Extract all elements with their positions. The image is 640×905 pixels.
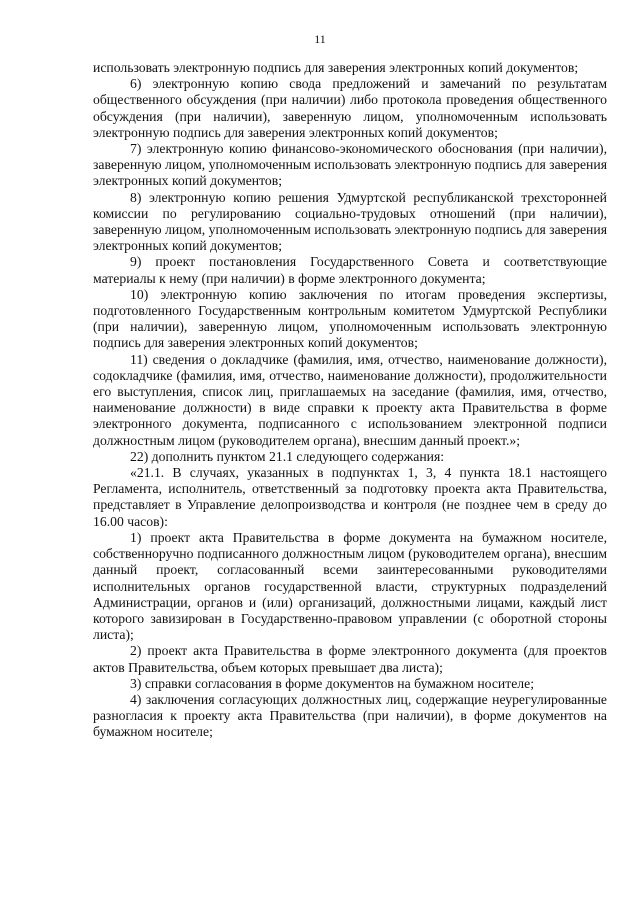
document-body [93, 60, 607, 741]
list-item-10: 10) электронную копию заключения по итогам проведения экспертизы, подготовленного Государственным контрольным комитетом Удмуртской Республики (при наличии), заверенную лицом, уполномоченным использовать электронную подпись для заверения электронных копий документов; [93, 286, 607, 351]
list-item-6: 6) электронную копию свода предложений и замечаний по результатам общественного обсуждения (при наличии) либо протокола проведения общественного обсуждения (при наличии), заверенную лицом, уполномоченным использовать электронную подпись для заверения электронных копий документов; [93, 76, 607, 140]
amendment-item-22: 22) дополнить пунктом 21.1 следующего содержания: [130, 448, 445, 464]
list-item-9: 9) проект постановления Государственного Совета и соответствующие материалы к нему (при наличии) в форме электронного документа; [93, 254, 607, 286]
clause-21-1-item-4: 4) заключения согласующих должностных лиц, содержащие неурегулированные разногласия к проекту акта Правительства (при наличии), в форме документов на бумажном носителе; [93, 691, 607, 740]
list-item-11: 11) сведения о докладчике (фамилия, имя, отчество, наименование должности), содокладчике (фамилия, имя, отчество, наименование должности), продолжительности его выступления, список лиц, приглашаемых на заседание (фамилия, имя, отчество, наименование должности) в виде справки к проекту акта Правительства в форме электронного документа, подписанного с использованием электронной подписи должностным лицом (руководителем органа), внесшим данный проект.»; [93, 351, 607, 448]
clause-21-1-item-1: 1) проект акта Правительства в форме документа на бумажном носителе, собственноручно подписанного должностным лицом (руководителем органа), внесшим данный проект, согласованный всеми заинтересованными руководителями исполнительных органов государственной власти, структурных подразделений Администрации, органов и (или) организаций, должностными лицами, каждый лист которого завизирован в Государственно-правовом управлении (с оборотной стороны листа); [93, 529, 607, 643]
clause-21-1: «21.1. В случаях, указанных в подпунктах 1, 3, 4 пункта 18.1 настоящего Регламента, исполнитель, ответственный за подготовку проекта акта Правительства, представляет в Управление делопроизводства и контроля (не позднее чем в среду до 16.00 часов): [93, 465, 607, 529]
paragraph-continuation: использовать электронную подпись для заверения электронных копий документов; [93, 60, 579, 75]
list-item-7: 7) электронную копию финансово-экономического обоснования (при наличии), заверенную лицом, уполномоченным использовать электронную подпись для заверения электронных копий документов; [93, 141, 607, 189]
page-number: 11 [314, 32, 326, 46]
clause-21-1-item-3: 3) справки согласования в форме документов на бумажном носителе; [130, 675, 534, 691]
list-item-8: 8) электронную копию решения Удмуртской республиканской трехсторонней комиссии по регулированию социально-трудовых отношений (при наличии), заверенную лицом, уполномоченным использовать электронную подпись для заверения электронных копий документов; [93, 189, 607, 254]
clause-21-1-item-2: 2) проект акта Правительства в форме электронного документа (для проектов актов Правительства, объем которых превышает два листа); [93, 643, 607, 675]
